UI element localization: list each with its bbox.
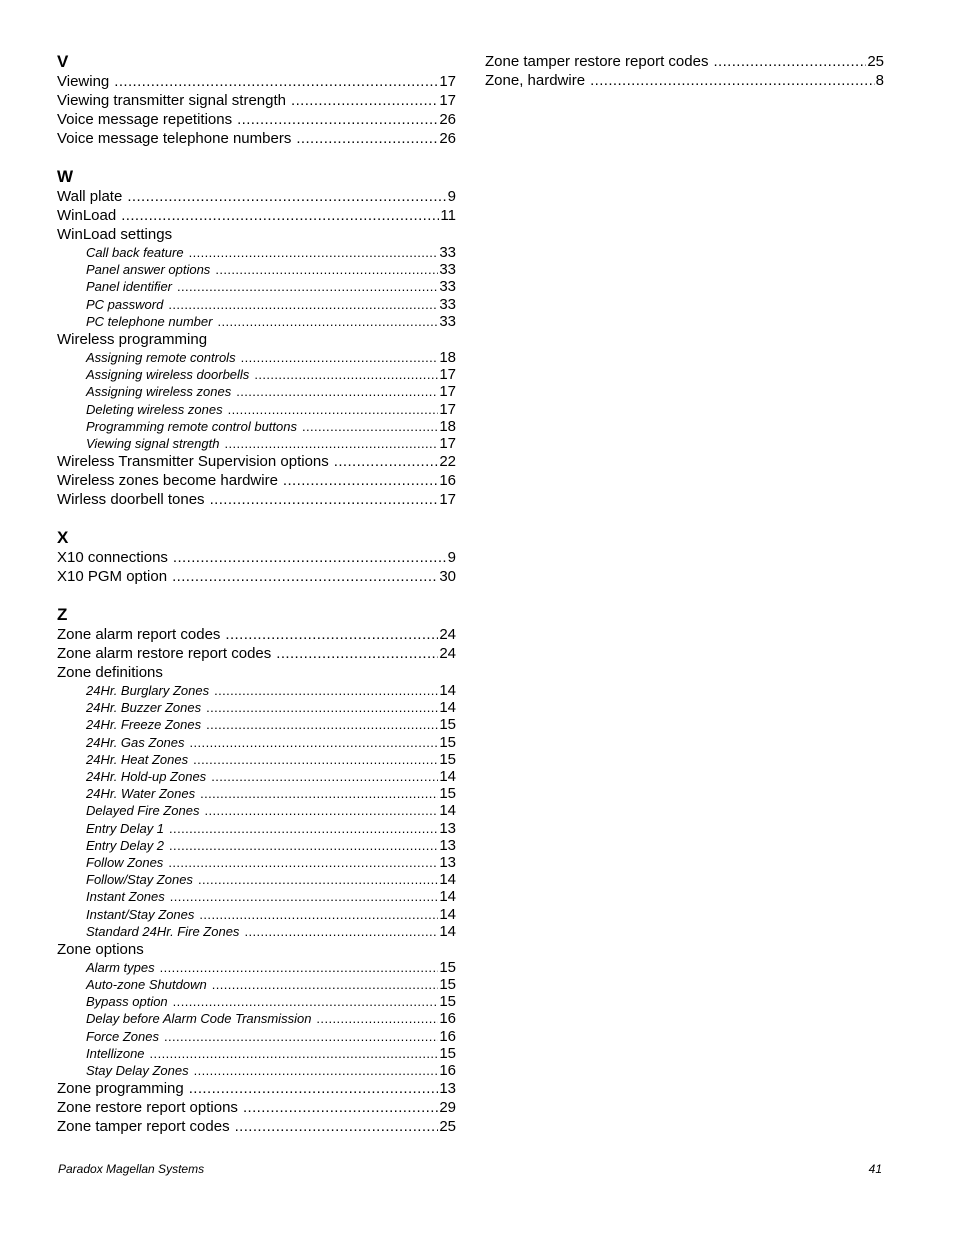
entry-page: 9 <box>447 188 456 205</box>
entry-term: 24Hr. Hold-up Zones <box>86 769 207 784</box>
entry-page: 14 <box>439 888 456 906</box>
index-subentry <box>57 888 456 905</box>
section-letter: W <box>57 167 74 186</box>
entry-page: 24 <box>439 645 456 663</box>
entry-term: Zone alarm restore report codes <box>57 645 272 663</box>
entry-term: Voice message repetitions <box>57 111 233 128</box>
entry-term: 24Hr. Buzzer Zones <box>86 700 202 716</box>
entry-page: 25 <box>439 1118 456 1136</box>
entry-term: Zone programming <box>57 1080 184 1098</box>
entry-term: Zone tamper report codes <box>57 1118 230 1136</box>
entry-term: Viewing <box>57 73 110 90</box>
entry-page: 14 <box>439 871 456 889</box>
entry-term: Instant Zones <box>86 889 165 905</box>
entry-page: 15 <box>439 750 456 768</box>
entry-page: 18 <box>439 417 456 435</box>
entry-term: Instant/Stay Zones <box>86 906 195 922</box>
dot-leader <box>235 1117 439 1136</box>
dot-leader <box>211 768 438 785</box>
dot-leader <box>296 129 438 148</box>
dot-leader <box>276 644 438 663</box>
entry-page: 13 <box>439 853 456 871</box>
dot-leader <box>204 802 438 819</box>
entry-term: Deleting wireless zones <box>86 401 223 417</box>
entry-page: 33 <box>439 244 456 261</box>
entry-term: Call back feature <box>86 245 184 260</box>
index-entry <box>57 110 456 129</box>
index-column-left <box>57 52 456 1155</box>
dot-leader <box>168 854 438 871</box>
entry-page: 9 <box>447 549 456 567</box>
entry-page: 16 <box>439 1027 456 1045</box>
index-subentry <box>57 854 456 871</box>
entry-term: Follow/Stay Zones <box>86 872 193 888</box>
index-subentry <box>57 768 456 785</box>
index-section <box>485 52 884 90</box>
dot-leader <box>150 1045 439 1062</box>
entry-page: 17 <box>439 491 456 509</box>
entry-page: 15 <box>439 958 456 976</box>
entry-page: 29 <box>439 1099 456 1117</box>
index-entry <box>57 663 456 682</box>
entry-term: Standard 24Hr. Fire Zones <box>86 923 240 939</box>
entry-page: 15 <box>439 733 456 751</box>
entry-page: 14 <box>439 802 456 820</box>
dot-leader <box>237 110 438 129</box>
index-entry <box>57 625 456 644</box>
index-subentry <box>57 313 456 330</box>
dot-leader <box>194 1062 439 1079</box>
entry-term: Zone definitions <box>57 664 163 682</box>
entry-term: 24Hr. Freeze Zones <box>86 717 202 733</box>
dot-leader <box>189 244 439 261</box>
dot-leader <box>169 837 438 854</box>
entry-term: Panel answer options <box>86 262 211 278</box>
dot-leader <box>228 401 439 418</box>
dot-leader <box>243 1098 438 1117</box>
entry-term: 24Hr. Burglary Zones <box>86 683 210 699</box>
entry-term: Zone alarm report codes <box>57 626 221 644</box>
index-section <box>57 52 456 148</box>
entry-term: 24Hr. Gas Zones <box>86 734 185 750</box>
entry-term: Wirless doorbell tones <box>57 491 205 509</box>
dot-leader <box>215 261 438 278</box>
dot-leader <box>212 976 439 993</box>
entry-term: WinLoad settings <box>57 226 173 243</box>
entry-page: 15 <box>439 993 456 1011</box>
dot-leader <box>189 1079 439 1098</box>
entry-term: PC telephone number <box>86 313 213 329</box>
entry-term: Bypass option <box>86 994 168 1010</box>
dot-leader <box>193 751 438 768</box>
index-entry <box>57 225 456 244</box>
dot-leader <box>334 452 439 471</box>
entry-page: 18 <box>439 348 456 366</box>
entry-term: Assigning wireless zones <box>86 384 232 400</box>
index-subentry <box>57 923 456 940</box>
entry-term: Programming remote control buttons <box>86 418 297 434</box>
index-subentry <box>57 418 456 435</box>
index-entry <box>57 187 456 206</box>
index-subentry <box>57 993 456 1010</box>
section-letter: X <box>57 528 69 548</box>
dot-leader <box>114 72 438 91</box>
dot-leader <box>316 1010 438 1027</box>
entry-term: Follow Zones <box>86 854 164 870</box>
index-subentry <box>57 278 456 295</box>
dot-leader <box>173 548 447 567</box>
dot-leader <box>206 716 438 733</box>
dot-leader <box>172 567 438 586</box>
entry-term: Entry Delay 1 <box>86 820 165 836</box>
entry-term: Panel identifier <box>86 279 172 295</box>
dot-leader <box>590 71 875 90</box>
index-entry <box>57 1098 456 1117</box>
entry-page: 15 <box>439 1044 456 1062</box>
index-subentry <box>57 734 456 751</box>
dot-leader <box>254 366 438 383</box>
entry-page: 15 <box>439 785 456 803</box>
entry-term: Force Zones <box>86 1028 159 1044</box>
index-subentry <box>57 383 456 400</box>
index-subentry <box>57 682 456 699</box>
entry-page: 15 <box>439 716 456 734</box>
entry-page: 15 <box>439 976 456 994</box>
entry-page: 13 <box>439 819 456 837</box>
entry-term: Stay Delay Zones <box>86 1063 189 1078</box>
index-subentry <box>57 1062 456 1079</box>
entry-term: Intellizone <box>86 1045 145 1061</box>
entry-page: 17 <box>439 92 456 109</box>
entry-term: Zone restore report options <box>57 1099 238 1117</box>
index-subentry <box>57 1010 456 1027</box>
entry-page: 14 <box>439 699 456 717</box>
index-entry <box>57 490 456 509</box>
entry-page: 26 <box>439 111 456 128</box>
index-column-right <box>485 52 884 109</box>
entry-page: 14 <box>439 682 456 700</box>
dot-leader <box>164 1028 438 1045</box>
dot-leader <box>283 471 438 490</box>
entry-page: 25 <box>867 53 884 70</box>
index-entry <box>57 91 456 110</box>
entry-page: 13 <box>439 836 456 854</box>
dot-leader <box>160 959 439 976</box>
entry-page: 17 <box>439 434 456 452</box>
dot-leader <box>217 313 438 330</box>
index-subentry <box>57 349 456 366</box>
entry-page: 14 <box>439 905 456 923</box>
dot-leader <box>291 91 438 110</box>
entry-term: Zone tamper restore report codes <box>485 53 709 70</box>
entry-term: Delayed Fire Zones <box>86 803 200 819</box>
entry-term: X10 connections <box>57 549 168 567</box>
entry-term: Viewing signal strength <box>86 435 220 451</box>
entry-page: 26 <box>439 130 456 147</box>
entry-term: 24Hr. Heat Zones <box>86 751 189 767</box>
dot-leader <box>127 187 446 206</box>
entry-page: 33 <box>439 312 456 330</box>
index-subentry <box>57 959 456 976</box>
entry-term: Assigning wireless doorbells <box>86 367 250 383</box>
entry-page: 13 <box>439 1080 456 1098</box>
section-letter: V <box>57 52 69 71</box>
dot-leader <box>224 435 438 452</box>
entry-page: 17 <box>439 400 456 418</box>
entry-term: Delay before Alarm Code Transmission <box>86 1011 312 1027</box>
index-subentry <box>57 1028 456 1045</box>
footer-title: Paradox Magellan Systems <box>58 1162 205 1176</box>
entry-page: 24 <box>439 626 456 644</box>
entry-page: 17 <box>439 73 456 90</box>
dot-leader <box>241 349 439 366</box>
entry-page: 16 <box>439 1062 456 1079</box>
index-entry <box>57 567 456 586</box>
dot-leader <box>168 296 438 313</box>
index-entry <box>57 206 456 225</box>
index-entry <box>57 129 456 148</box>
entry-term: WinLoad <box>57 207 117 224</box>
entry-page: 33 <box>439 278 456 296</box>
index-entry <box>57 1079 456 1098</box>
index-subentry <box>57 716 456 733</box>
dot-leader <box>200 785 438 802</box>
index-subentry <box>57 244 456 261</box>
section-letter: Z <box>57 605 68 625</box>
index-subentry <box>57 802 456 819</box>
entry-term: Wall plate <box>57 188 123 205</box>
entry-term: Wireless programming <box>57 330 208 348</box>
page-number: 41 <box>868 1162 882 1176</box>
entry-page: 33 <box>439 261 456 279</box>
entry-term: Voice message telephone numbers <box>57 130 292 147</box>
index-subentry <box>57 751 456 768</box>
index-subentry <box>57 837 456 854</box>
index-section <box>57 167 456 509</box>
dot-leader <box>198 871 438 888</box>
dot-leader <box>169 820 438 837</box>
index-subentry <box>57 976 456 993</box>
entry-term: Wireless zones become hardwire <box>57 472 278 490</box>
dot-leader <box>302 418 438 435</box>
index-entry <box>57 330 456 349</box>
entry-page: 11 <box>440 207 456 224</box>
entry-term: Wireless Transmitter Supervision options <box>57 453 329 471</box>
index-entry <box>485 71 884 90</box>
index-subentry <box>57 871 456 888</box>
dot-leader <box>236 383 438 400</box>
index-subentry <box>57 785 456 802</box>
dot-leader <box>210 490 439 509</box>
entry-page: 22 <box>439 453 456 471</box>
dot-leader <box>170 888 439 905</box>
index-entry <box>57 471 456 490</box>
entry-term: Entry Delay 2 <box>86 837 165 853</box>
dot-leader <box>177 278 438 295</box>
entry-term: PC password <box>86 296 164 312</box>
index-subentry <box>57 366 456 383</box>
dot-leader <box>713 52 866 71</box>
index-entry <box>57 72 456 91</box>
dot-leader <box>173 993 439 1010</box>
entry-page: 14 <box>439 922 456 940</box>
index-entry <box>57 644 456 663</box>
entry-page: 16 <box>439 472 456 490</box>
index-entry <box>57 940 456 959</box>
entry-term: Alarm types <box>86 959 155 975</box>
index-subentry <box>57 435 456 452</box>
index-subentry <box>57 401 456 418</box>
dot-leader <box>244 923 438 940</box>
entry-page: 30 <box>439 568 456 586</box>
index-subentry <box>57 906 456 923</box>
entry-page: 17 <box>439 366 456 384</box>
dot-leader <box>190 734 439 751</box>
dot-leader <box>214 682 438 699</box>
entry-term: Auto-zone Shutdown <box>86 977 207 993</box>
entry-term: X10 PGM option <box>57 568 168 586</box>
entry-term: Assigning remote controls <box>86 349 236 365</box>
index-subentry <box>57 1045 456 1062</box>
entry-page: 16 <box>439 1010 456 1028</box>
dot-leader <box>206 699 438 716</box>
index-subentry <box>57 820 456 837</box>
entry-term: Zone options <box>57 940 144 958</box>
index-entry <box>485 52 884 71</box>
entry-term: Zone, hardwire <box>485 72 586 89</box>
index-subentry <box>57 296 456 313</box>
dot-leader <box>199 906 438 923</box>
entry-page: 33 <box>439 295 456 313</box>
index-entry <box>57 452 456 471</box>
index-entry <box>57 1117 456 1136</box>
entry-term: 24Hr. Water Zones <box>86 786 196 802</box>
index-entry <box>57 548 456 567</box>
entry-page: 8 <box>875 72 884 89</box>
dot-leader <box>225 625 438 644</box>
dot-leader <box>121 206 439 225</box>
index-section <box>57 605 456 1136</box>
entry-page: 14 <box>439 768 456 785</box>
entry-term: Viewing transmitter signal strength <box>57 92 286 109</box>
index-subentry <box>57 699 456 716</box>
entry-page: 17 <box>439 383 456 401</box>
index-section <box>57 528 456 586</box>
index-subentry <box>57 261 456 278</box>
